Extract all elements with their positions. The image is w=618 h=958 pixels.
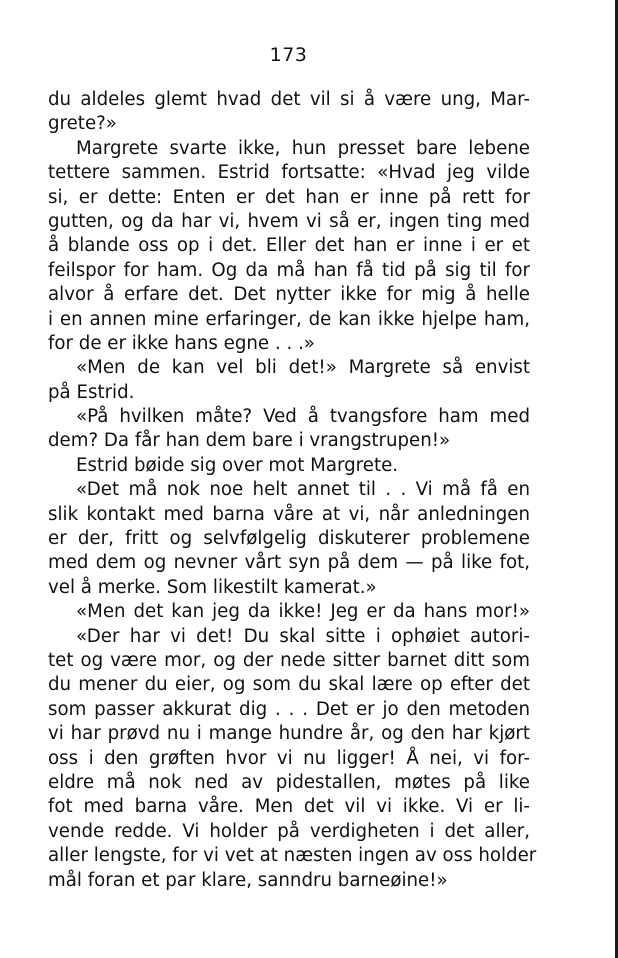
text-line: «Men de kan vel bli det!» Margrete så envist: [76, 357, 530, 379]
text-line: «Der har vi det! Du skal sitte i ophøiet autori-: [76, 625, 530, 647]
text-line: er der, fritt og selvfølgelig diskuterer problemene: [48, 528, 530, 550]
text-line: på Estrid.: [48, 381, 135, 403]
text-line: feilspor for ham. Og da må han få tid på sig til for: [48, 259, 530, 281]
text-line: i en annen mine erfaringer, de kan ikke hjelpe ham,: [48, 308, 530, 330]
text-line: grete?»: [48, 113, 117, 135]
text-line: «Det må nok noe helt annet til . . Vi må få en: [76, 479, 530, 501]
text-line: du mener du eier, og som du skal lære op efter det: [48, 674, 530, 696]
text-line: med dem og nevner vårt syn på dem — på like fot,: [48, 552, 530, 574]
text-line: som passer akkurat dig . . . Det er jo den metoden: [48, 698, 530, 720]
text-line: gutten, og da har vi, hvem vi så er, ingen ting med: [48, 210, 530, 232]
text-line: slik kontakt med barna våre at vi, når anledningen: [48, 503, 530, 525]
page-number: 173: [269, 44, 308, 66]
text-line: alvor å erfare det. Det nytter ikke for mig å helle: [48, 284, 530, 306]
text-line: oss i den grøften hvor vi nu ligger! Å nei, vi for-: [48, 747, 530, 769]
text-line: vende redde. Vi holder på verdigheten i det aller,: [48, 820, 530, 842]
text-line: fot med barna våre. Men det vil vi ikke. Vi er li-: [48, 796, 530, 818]
text-line: mål foran et par klare, sanndru barneøine!»: [48, 869, 448, 891]
text-line: eldre må nok ned av pidestallen, møtes på like: [48, 771, 530, 793]
text-line: tet og være mor, og der nede sitter barnet ditt som: [48, 649, 530, 671]
text-line: Margrete svarte ikke, hun presset bare lebene: [76, 137, 530, 159]
text-line: Estrid bøide sig over mot Margrete.: [76, 454, 399, 476]
body-text: [48, 88, 537, 893]
text-line: å blande oss op i det. Eller det han er inne i er et: [48, 235, 530, 257]
text-line: si, er dette: Enten er det han er inne på rett for: [48, 186, 530, 208]
text-line: «På hvilken måte? Ved å tvangsfore ham med: [76, 406, 530, 428]
text-line: vel å merke. Som likestilt kamerat.»: [48, 576, 377, 598]
text-line: dem? Da får han dem bare i vrangstrupen!»: [48, 430, 451, 452]
text-line: tettere sammen. Estrid fortsatte: «Hvad jeg vilde: [48, 162, 530, 184]
text-line: for de er ikke hans egne . . .»: [48, 332, 315, 354]
text-line: vi har prøvd nu i mange hundre år, og den har kjørt: [48, 723, 530, 745]
text-line: aller lengste, for vi vet at næsten ingen av oss holder: [48, 845, 537, 867]
text-line: «Men det kan jeg da ikke! Jeg er da hans mor!»: [76, 601, 530, 623]
text-line: du aldeles glemt hvad det vil si å være ung, Mar-: [48, 89, 530, 110]
